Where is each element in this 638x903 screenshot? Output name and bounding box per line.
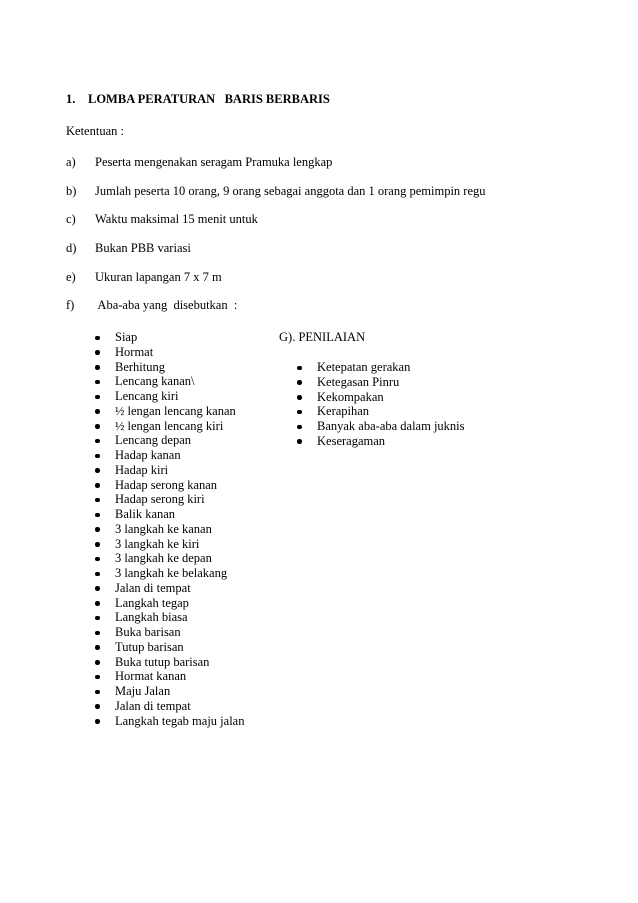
list-item xyxy=(92,596,244,611)
rule-label: a) xyxy=(66,155,76,169)
bullet-icon xyxy=(95,616,100,621)
section-title: LOMBA PERATURAN BARIS BERBARIS xyxy=(88,92,330,106)
list-item xyxy=(294,390,465,405)
list-item-text: 3 langkah ke kanan xyxy=(115,521,212,536)
bullet-icon xyxy=(95,365,100,370)
bullet-icon xyxy=(95,527,100,532)
list-item-text: 3 langkah ke depan xyxy=(115,551,212,566)
rule-c xyxy=(66,212,258,227)
list-item xyxy=(92,433,244,448)
bullet-icon xyxy=(95,380,100,385)
rule-b xyxy=(66,184,486,199)
aba-aba-list xyxy=(92,330,244,728)
list-item xyxy=(92,699,244,714)
list-item-text: Kekompakan xyxy=(317,389,384,404)
bullet-icon xyxy=(95,704,100,709)
list-item-text: 3 langkah ke kiri xyxy=(115,536,200,551)
list-item xyxy=(92,566,244,581)
bullet-icon xyxy=(95,424,100,429)
list-item xyxy=(92,669,244,684)
list-item xyxy=(92,345,244,360)
list-item-text: Langkah tegab maju jalan xyxy=(115,713,245,728)
list-item xyxy=(92,492,244,507)
bullet-icon xyxy=(95,645,100,650)
penilaian-list xyxy=(294,360,465,449)
list-item-text: Buka barisan xyxy=(115,625,181,639)
rule-label: f) xyxy=(66,298,75,312)
rule-text: Jumlah peserta 10 orang, 9 orang sebagai anggota dan 1 orang pemimpin regu xyxy=(95,184,486,198)
list-item-text: Hadap kanan xyxy=(115,448,181,462)
list-item xyxy=(92,610,244,625)
rule-text: Aba-aba yang disebutkan : xyxy=(95,298,238,312)
list-item-text: Siap xyxy=(115,330,138,344)
section-heading xyxy=(66,92,330,107)
list-item xyxy=(92,374,244,389)
list-item-text: Hormat xyxy=(115,344,154,359)
bullet-icon xyxy=(95,336,100,341)
list-item-text: Hadap serong kiri xyxy=(115,492,205,507)
rule-d xyxy=(66,241,191,256)
bullet-icon xyxy=(297,366,302,371)
list-item-text: Balik kanan xyxy=(115,507,176,521)
bullet-icon xyxy=(297,439,302,444)
bullet-icon xyxy=(95,409,100,414)
bullet-icon xyxy=(95,542,100,547)
list-item xyxy=(92,684,244,699)
list-item xyxy=(92,360,244,375)
bullet-icon xyxy=(95,483,100,488)
list-item xyxy=(294,434,465,449)
list-item xyxy=(92,625,244,640)
list-item xyxy=(92,640,244,655)
list-item-text: Maju Jalan xyxy=(115,684,171,698)
list-item xyxy=(92,655,244,670)
list-item-text: Ketegasan Pinru xyxy=(317,374,400,389)
bullet-icon xyxy=(297,395,302,400)
penilaian-title: G). PENILAIAN xyxy=(279,330,366,344)
bullet-icon xyxy=(95,675,100,680)
rule-f xyxy=(66,298,237,313)
list-item xyxy=(92,507,244,522)
bullet-icon xyxy=(95,601,100,606)
list-item-text: Lencang kanan\ xyxy=(115,374,195,389)
list-item xyxy=(294,375,465,390)
list-item-text: Banyak aba-aba dalam juknis xyxy=(317,419,465,433)
bullet-icon xyxy=(95,660,100,665)
bullet-icon xyxy=(95,586,100,591)
bullet-icon xyxy=(95,572,100,577)
list-item xyxy=(294,360,465,375)
list-item xyxy=(294,419,465,434)
bullet-icon xyxy=(95,439,100,444)
list-item-text: Buka tutup barisan xyxy=(115,654,210,669)
bullet-icon xyxy=(95,631,100,636)
list-item xyxy=(92,404,244,419)
list-item xyxy=(92,478,244,493)
rule-label: e) xyxy=(66,270,76,284)
list-item xyxy=(92,419,244,434)
list-item-text: Ketepatan gerakan xyxy=(317,360,411,374)
rule-label: d) xyxy=(66,241,77,255)
list-item-text: Jalan di tempat xyxy=(115,698,191,713)
bullet-icon xyxy=(95,350,100,355)
list-item-text: Keseragaman xyxy=(317,433,386,448)
list-item xyxy=(92,714,244,729)
rule-e xyxy=(66,270,222,285)
list-item-text: Lencang kiri xyxy=(115,389,179,403)
list-item xyxy=(92,330,244,345)
list-item-text: Hadap kiri xyxy=(115,462,169,477)
bullet-icon xyxy=(95,719,100,724)
list-item-text: ½ lengan lencang kiri xyxy=(115,418,224,433)
list-item xyxy=(92,551,244,566)
bullet-icon xyxy=(95,690,100,695)
bullet-icon xyxy=(95,557,100,562)
section-number: 1. xyxy=(66,92,76,106)
list-item-text: Tutup barisan xyxy=(115,639,184,654)
list-item xyxy=(92,448,244,463)
list-item-text: 3 langkah ke belakang xyxy=(115,566,228,580)
list-item xyxy=(92,537,244,552)
list-item-text: ½ lengan lencang kanan xyxy=(115,403,236,418)
bullet-icon xyxy=(95,513,100,518)
rule-label: c) xyxy=(66,212,76,226)
rule-text: Bukan PBB variasi xyxy=(95,241,191,255)
list-item-text: Langkah tegap xyxy=(115,595,189,610)
list-item-text: Langkah biasa xyxy=(115,610,188,625)
list-item xyxy=(92,463,244,478)
list-item-text: Kerapihan xyxy=(317,404,370,419)
rule-a xyxy=(66,155,332,170)
list-item-text: Hadap serong kanan xyxy=(115,477,218,492)
ketentuan-label: Ketentuan : xyxy=(66,124,124,138)
rule-label: b) xyxy=(66,184,77,198)
bullet-icon xyxy=(297,380,302,385)
list-item-text: Lencang depan xyxy=(115,433,192,448)
list-item xyxy=(294,404,465,419)
bullet-icon xyxy=(95,468,100,473)
rule-text: Peserta mengenakan seragam Pramuka lengkap xyxy=(95,155,333,169)
bullet-icon xyxy=(95,395,100,400)
list-item-text: Jalan di tempat xyxy=(115,580,191,595)
bullet-icon xyxy=(95,498,100,503)
list-item xyxy=(92,581,244,596)
list-item-text: Hormat kanan xyxy=(115,669,187,684)
list-item xyxy=(92,522,244,537)
bullet-icon xyxy=(297,410,302,415)
bullet-icon xyxy=(95,454,100,459)
list-item-text: Berhitung xyxy=(115,359,165,374)
list-item xyxy=(92,389,244,404)
bullet-icon xyxy=(297,425,302,430)
rule-text: Waktu maksimal 15 menit untuk xyxy=(95,212,258,226)
rule-text: Ukuran lapangan 7 x 7 m xyxy=(95,270,222,284)
